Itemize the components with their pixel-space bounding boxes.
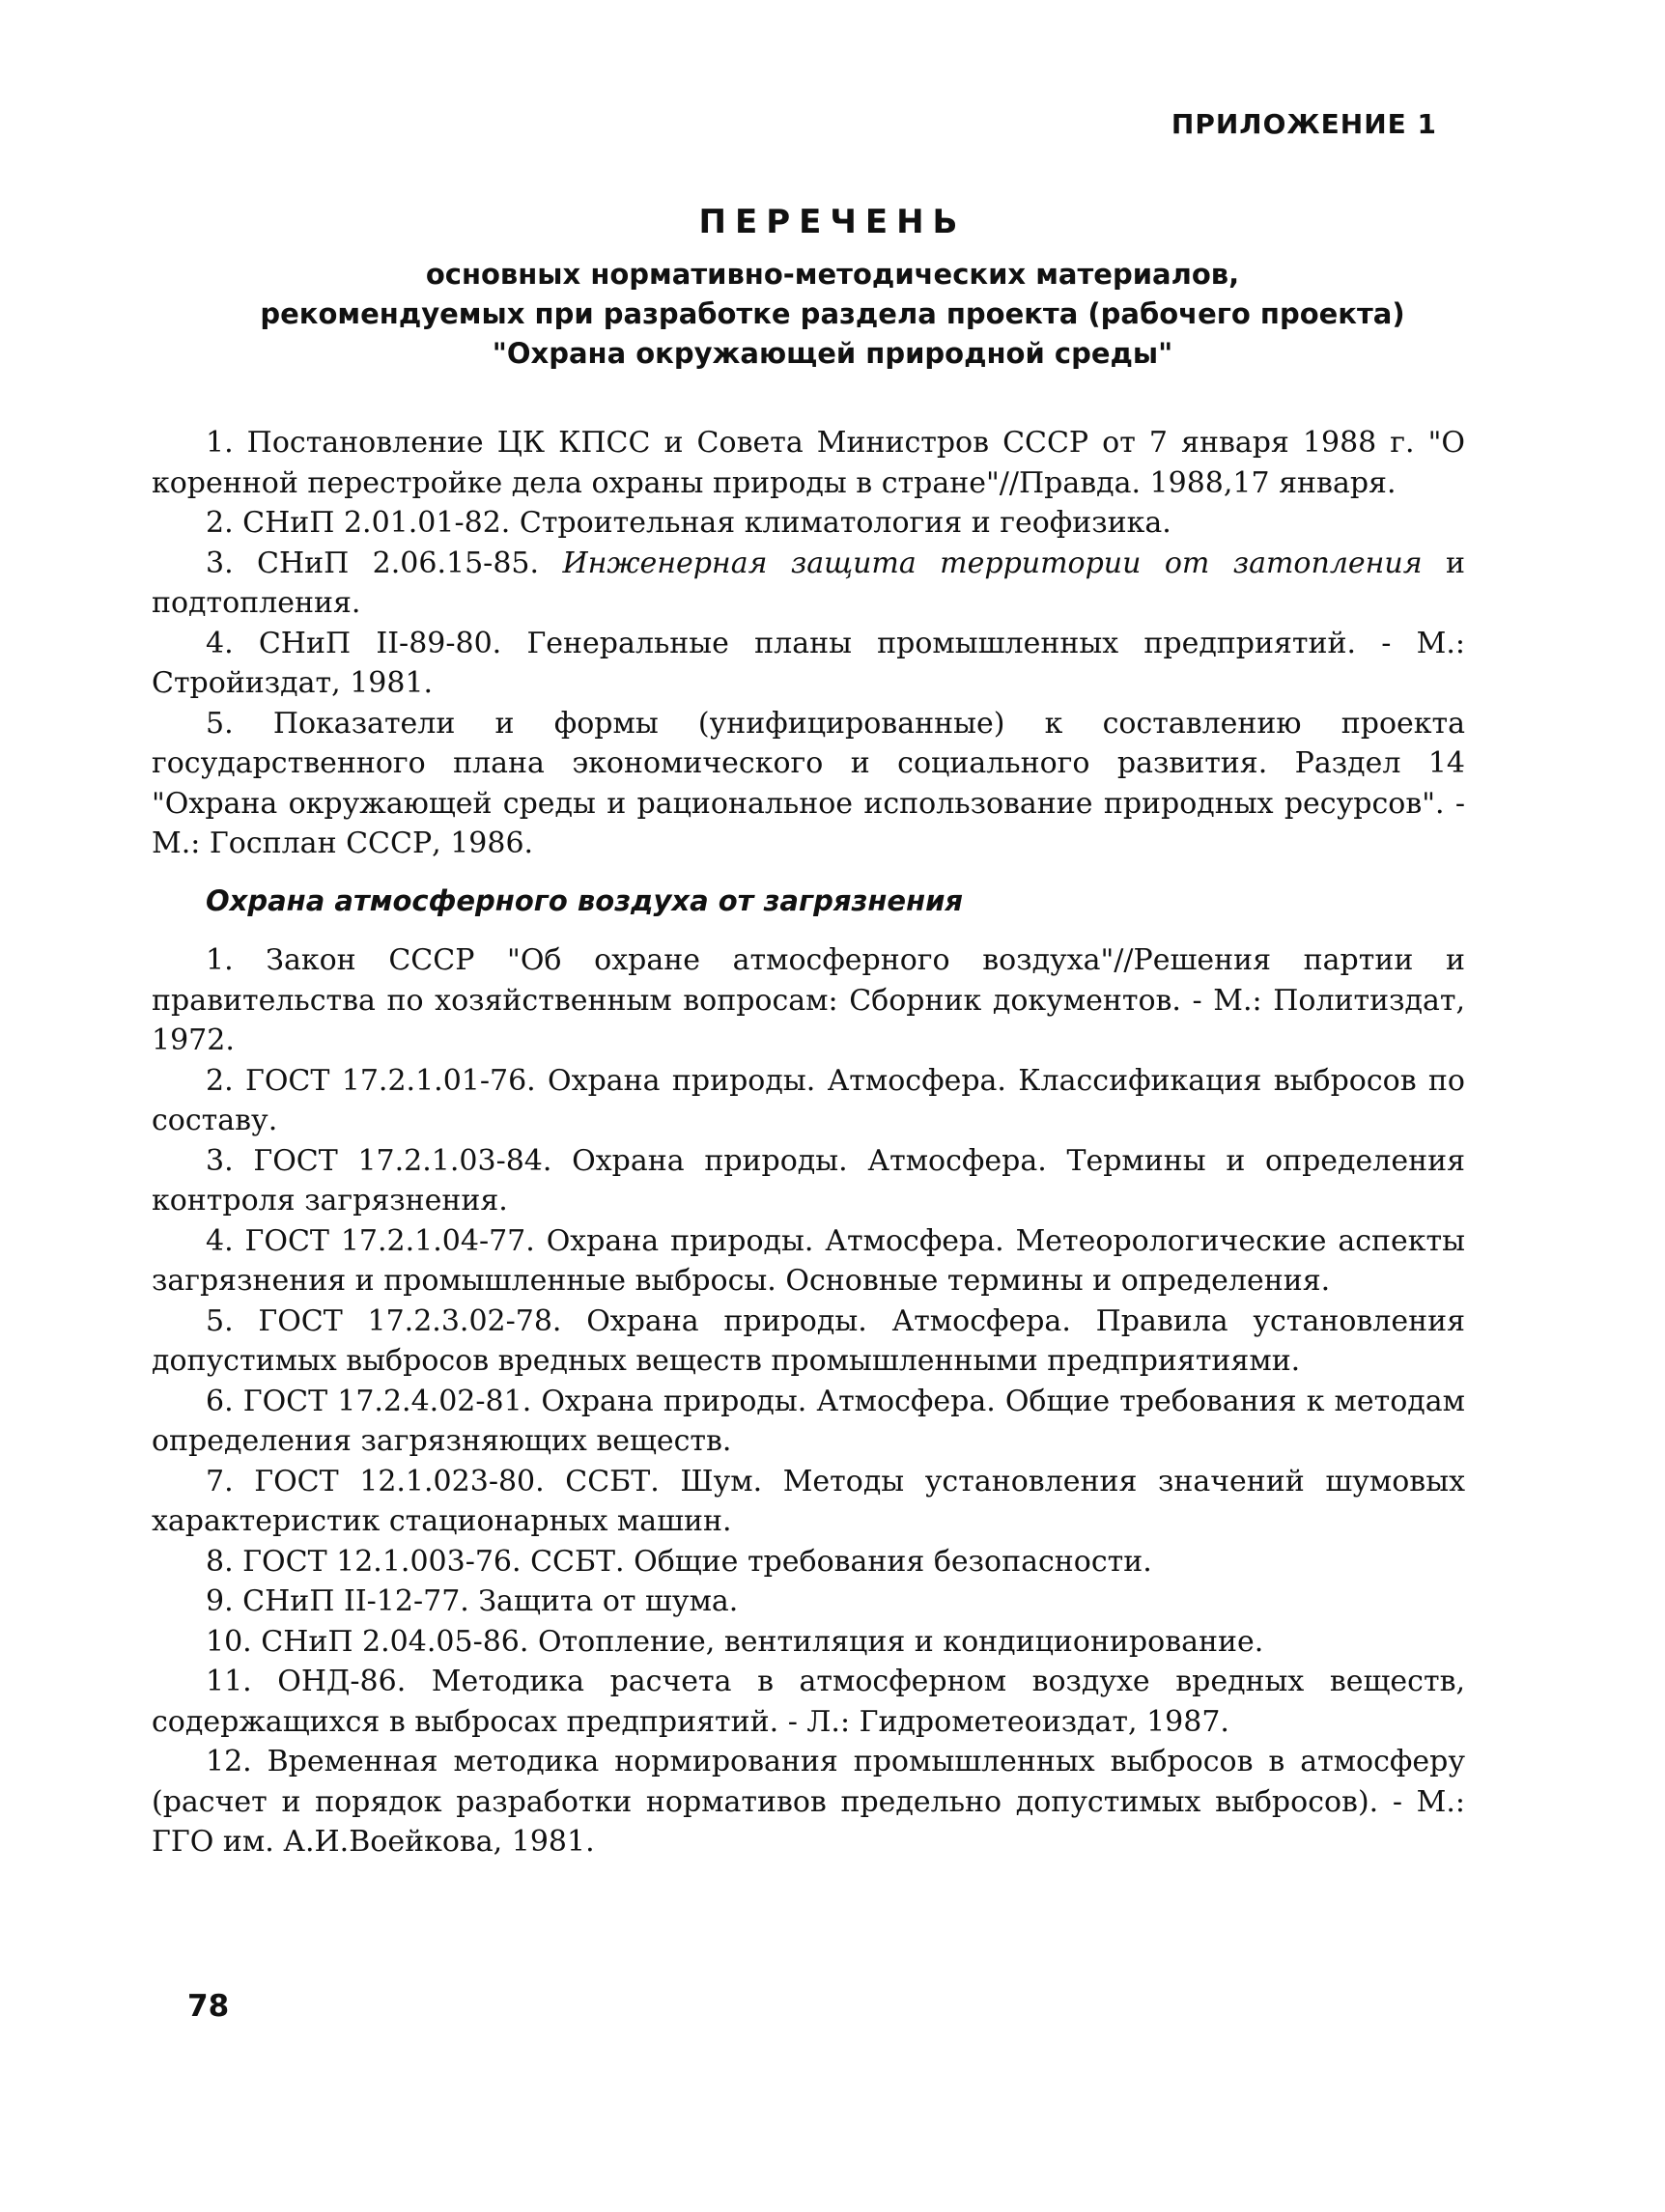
list-item: 6. ГОСТ 17.2.4.02-81. Охрана природы. Атмосфера. Общие требования к методам определения загрязняющих веществ.: [152, 1384, 1465, 1458]
document-subtitle-line-1: основных нормативно-методических материалов,: [425, 258, 1240, 291]
document-body: [152, 423, 1465, 1862]
appendix-label: ПРИЛОЖЕНИЕ 1: [1171, 108, 1437, 140]
list-item: 10. СНиП 2.04.05-86. Отопление, вентиляция и кондиционирование.: [206, 1624, 1264, 1659]
section-heading: Охрана атмосферного воздуха от загрязнения: [206, 883, 964, 917]
list-item: 7. ГОСТ 12.1.023-80. ССБТ. Шум. Методы установления значений шумовых характеристик стационарных машин.: [152, 1464, 1465, 1538]
list-item: 2. СНиП 2.01.01-82. Строительная климатология и геофизика.: [206, 506, 1171, 540]
page-number: 78: [187, 1989, 230, 2024]
document-subtitle-line-2: рекомендуемых при разработке раздела проекта (рабочего проекта): [260, 297, 1405, 330]
item-prefix: 3. СНиП 2.06.15-85.: [206, 546, 563, 580]
document-subtitle-line-3: "Охрана окружающей природной среды": [492, 337, 1173, 370]
list-item: 4. СНиП II-89-80. Генеральные планы промышленных предприятий. - М.: Стройиздат, 1981.: [152, 626, 1465, 700]
list-item: [152, 544, 1465, 624]
list-item: 9. СНиП II-12-77. Защита от шума.: [206, 1584, 739, 1618]
list-item: 2. ГОСТ 17.2.1.01-76. Охрана природы. Атмосфера. Классификация выбросов по составу.: [152, 1063, 1465, 1137]
list-item: 4. ГОСТ 17.2.1.04-77. Охрана природы. Атмосфера. Метеорологические аспекты загрязнения и промышленные выбросы. Основные термины и определения.: [152, 1223, 1465, 1298]
list-item: 1. Закон СССР "Об охране атмосферного воздуха"//Решения партии и правительства по хозяйственным вопросам: Сборник документов. - М.: Политиздат, 1972.: [152, 943, 1465, 1057]
list-item: 8. ГОСТ 12.1.003-76. ССБТ. Общие требования безопасности.: [206, 1544, 1152, 1579]
item-suffix: и подтопления.: [152, 546, 1466, 620]
document-title-block: [0, 203, 1665, 374]
list-item: 5. Показатели и формы (унифицированные) к составлению проекта государственного плана экономического и социального развития. Раздел 14 "Охрана окружающей среды и рациональное использование природных ресурсов". - М.: Госплан СССР, 1986.: [152, 706, 1465, 860]
list-item: 1. Постановление ЦК КПСС и Совета Министров СССР от 7 января 1988 г. "О коренной перестройке дела охраны природы в стране"//Правда. 1988,17 января.: [152, 426, 1465, 500]
list-item: 11. ОНД-86. Методика расчета в атмосферном воздухе вредных веществ, содержащихся в выбросах предприятий. - Л.: Гидрометеоиздат, 1987.: [152, 1665, 1465, 1739]
list-item: 12. Временная методика нормирования промышленных выбросов в атмосферу (расчет и порядок разработки нормативов предельно допустимых выбросов). - М.: ГГО им. А.И.Воейкова, 1981.: [152, 1745, 1465, 1859]
list-item: 5. ГОСТ 17.2.3.02-78. Охрана природы. Атмосфера. Правила установления допустимых выбросов вредных веществ промышленными предприятиями.: [152, 1303, 1465, 1378]
item-italic-title: Инженерная защита территории от затопления: [562, 546, 1423, 580]
document-title: ПЕРЕЧЕНЬ: [698, 203, 967, 241]
list-item: 3. ГОСТ 17.2.1.03-84. Охрана природы. Атмосфера. Термины и определения контроля загрязнения.: [152, 1143, 1465, 1218]
